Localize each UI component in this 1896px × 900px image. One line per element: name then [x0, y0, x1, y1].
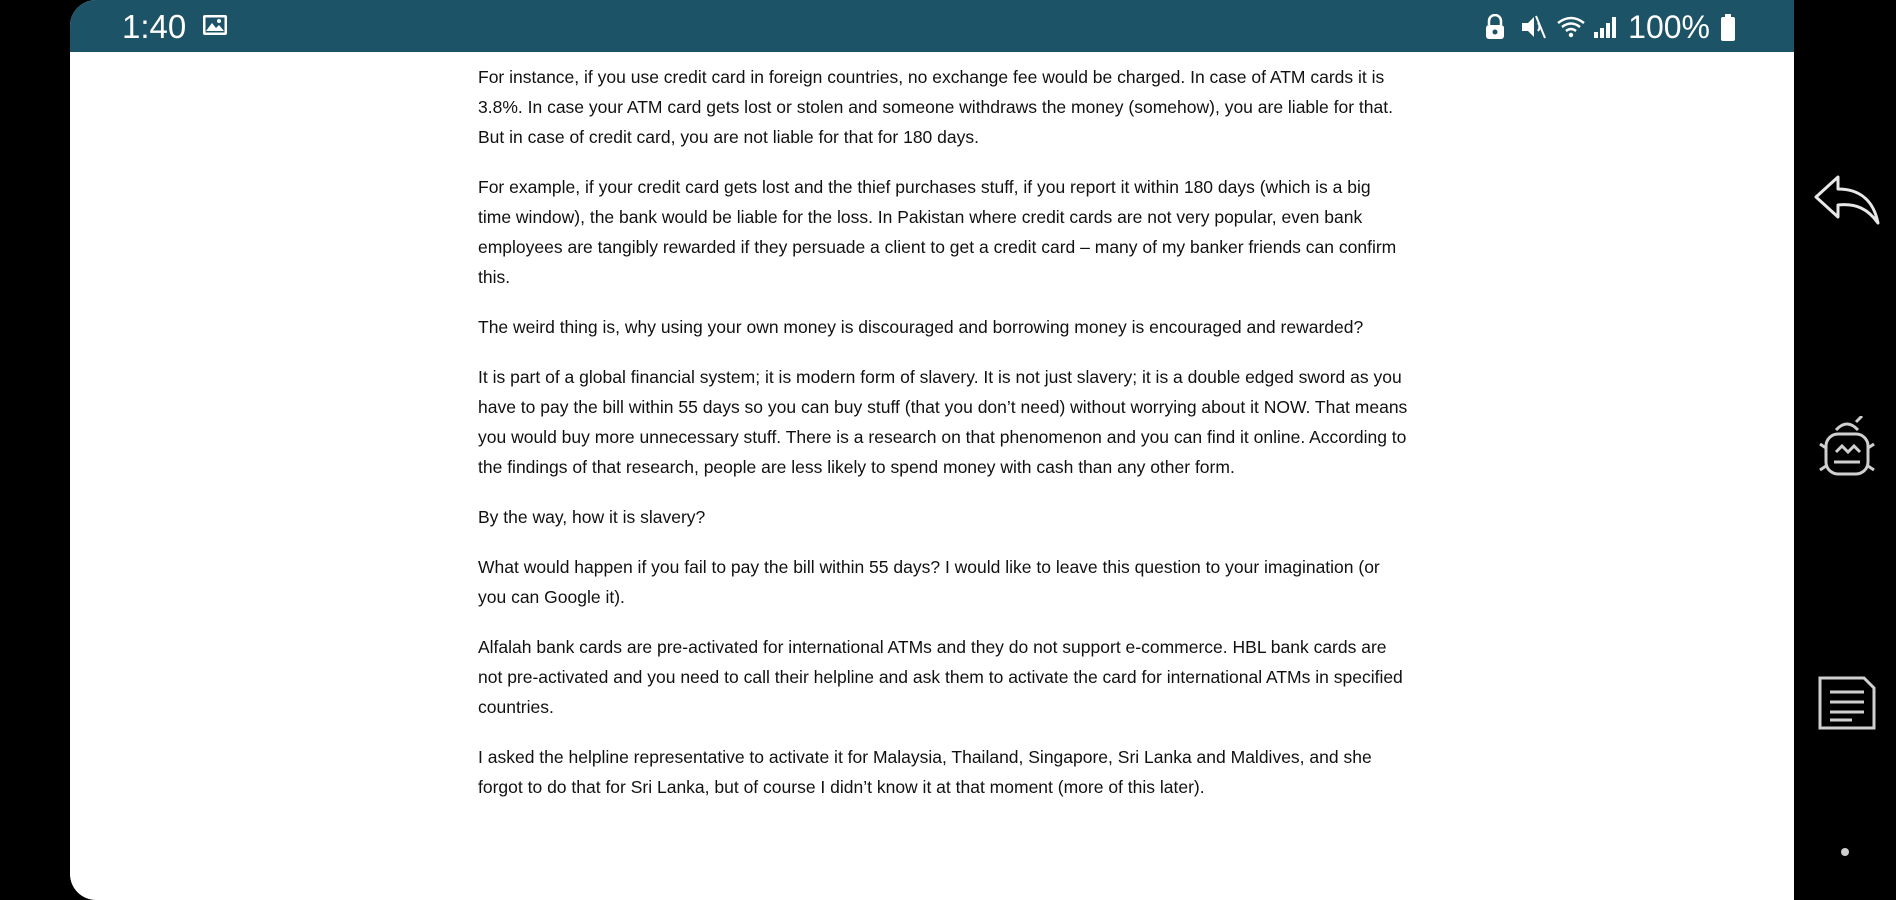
- document-paragraph: Alfalah bank cards are pre-activated for international ATMs and they do not support e-commerce. HBL bank cards are not pre-activated and you need to call their helpline and ask them to activate the card for international ATMs in specified countries.: [478, 637, 1403, 717]
- document-paragraph: What would happen if you fail to pay the bill within 55 days? I would like to leave this question to your imagination (or you can Google it).: [478, 557, 1380, 607]
- document-paragraph: By the way, how it is slavery?: [478, 507, 706, 527]
- reply-icon: [1812, 173, 1882, 234]
- document-icon: [1816, 670, 1878, 737]
- wifi-icon: [1556, 14, 1582, 40]
- document-paragraph: The weird thing is, why using your own money is discouraged and borrowing money is encouraged and rewarded?: [478, 317, 1364, 337]
- battery-icon: [1720, 14, 1736, 40]
- document-paragraph: It is part of a global financial system; it is modern form of slavery. It is not just slavery; it is a double edged sword as you have to pay the bill within 55 days so you can buy stuff (that you don’t need) without worrying about it NOW. That means you would buy more unnecessary stuff. There is a research on that phenomenon and you can find it online. According to the findings of that research, people are less likely to spend money with cash than any other form.: [478, 367, 1408, 477]
- reply-button[interactable]: [1812, 168, 1882, 238]
- mute-icon: [1520, 14, 1546, 40]
- status-icons: [1484, 8, 1736, 46]
- bug-report-button[interactable]: [1812, 417, 1882, 487]
- bug-report-icon: [1816, 416, 1878, 489]
- document-paragraph: For instance, if you use credit card in foreign countries, no exchange fee would be charged. In case of ATM cards it is 3.8%. In case your ATM card gets lost or stolen and someone withdraws the money (somehow), you are liable for that. But in case of credit card, you are not liable for that for 180 days.: [478, 67, 1393, 147]
- document-button[interactable]: [1812, 668, 1882, 738]
- document-content: [478, 62, 1408, 822]
- signal-icon: [1592, 14, 1618, 40]
- document-paragraph: I asked the helpline representative to activate it for Malaysia, Thailand, Singapore, Sri Lanka and Maldives, and she forgot to do that for Sri Lanka, but of course I didn’t know it at that moment (more of this later).: [478, 747, 1372, 797]
- document-viewer-screen: [70, 0, 1794, 900]
- document-paragraph: For example, if your credit card gets lost and the thief purchases stuff, if you report it within 180 days (which is a big time window), the bank would be liable for the loss. In Pakistan where credit cards are not very popular, even bank employees are tangibly rewarded if they persuade a client to get a credit card – many of my banker friends can confirm this.: [478, 177, 1397, 287]
- image-icon: [202, 14, 228, 36]
- battery-percent: 100%: [1628, 9, 1710, 45]
- status-time: 1:40: [122, 8, 187, 45]
- side-panel: [1794, 0, 1896, 900]
- status-bar: [70, 0, 1794, 52]
- lock-icon: [1484, 14, 1510, 40]
- page-indicator-dot: [1841, 848, 1849, 856]
